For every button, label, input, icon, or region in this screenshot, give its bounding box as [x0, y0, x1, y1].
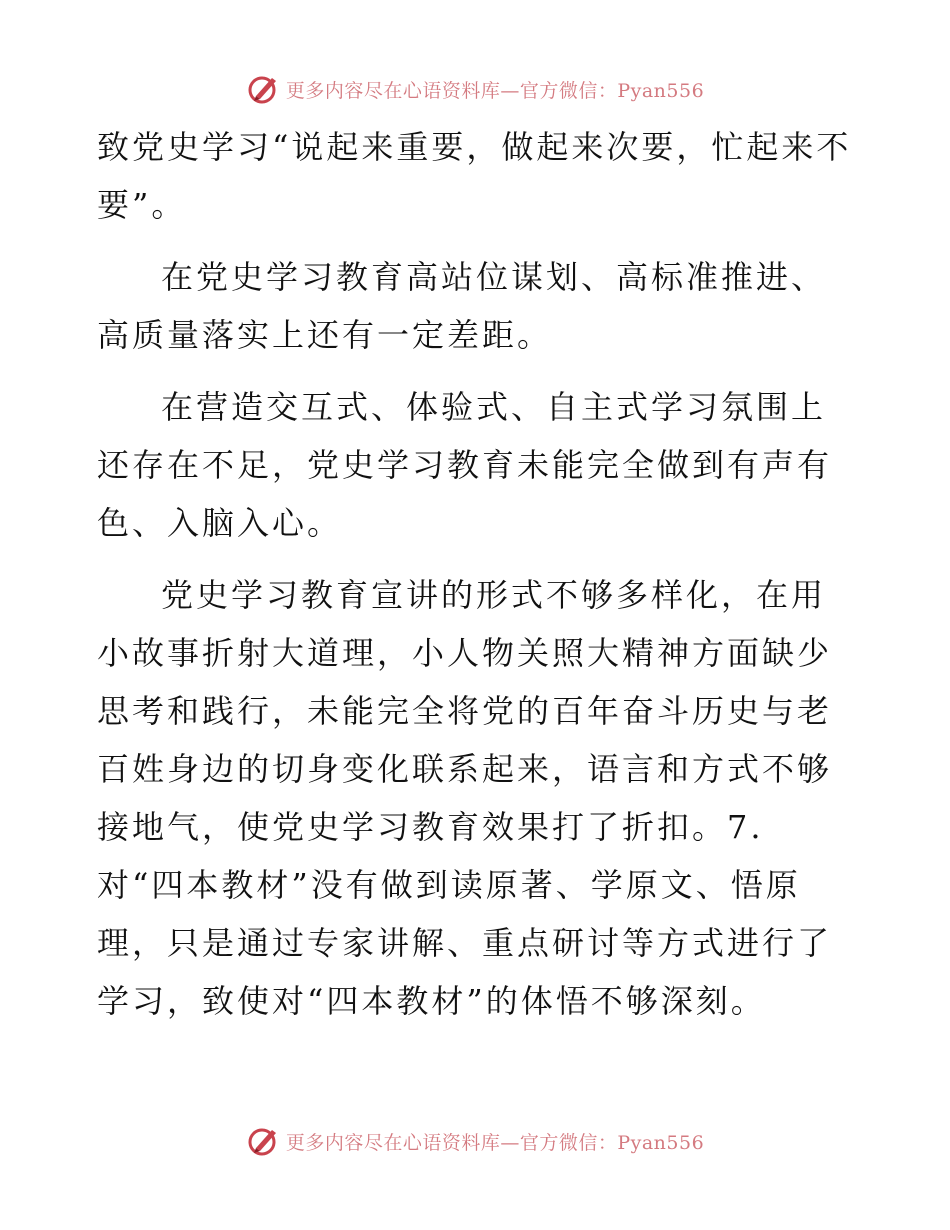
paragraph-1: 致党史学习“说起来重要，做起来次要，忙起来不要”。: [97, 128, 852, 224]
paragraph-2: 在党史学习教育高站位谋划、高标准推进、高质量落实上还有一定差距。: [97, 258, 827, 354]
paragraph-3: 在营造交互式、体验式、自主式学习氛围上还存在不足，党史学习教育未能完全做到有声有色、入脑入心。: [97, 388, 833, 542]
footer-watermark: [0, 1124, 950, 1158]
pen-in-circle-icon: [246, 1124, 280, 1158]
body-text: [97, 118, 857, 1044]
header-watermark: [0, 72, 950, 106]
pen-in-circle-icon: [246, 72, 280, 106]
paragraph-4: 党史学习教育宣讲的形式不够多样化，在用小故事折射大道理，小人物关照大精神方面缺少思考和践行，未能完全将党的百年奋斗历史与老百姓身边的切身变化联系起来，语言和方式不够接地气，使党史学习教育效果打了折扣。7. 对“四本教材”没有做到读原著、学原文、悟原理，只是通过专家讲解、重点研讨等方式进行了学习，致使对“四本教材”的体悟不够深刻。: [97, 576, 833, 1020]
watermark-text: 更多内容尽在心语资料库—官方微信：Pyan556: [285, 79, 705, 102]
watermark-text: 更多内容尽在心语资料库—官方微信：Pyan556: [285, 1131, 705, 1154]
